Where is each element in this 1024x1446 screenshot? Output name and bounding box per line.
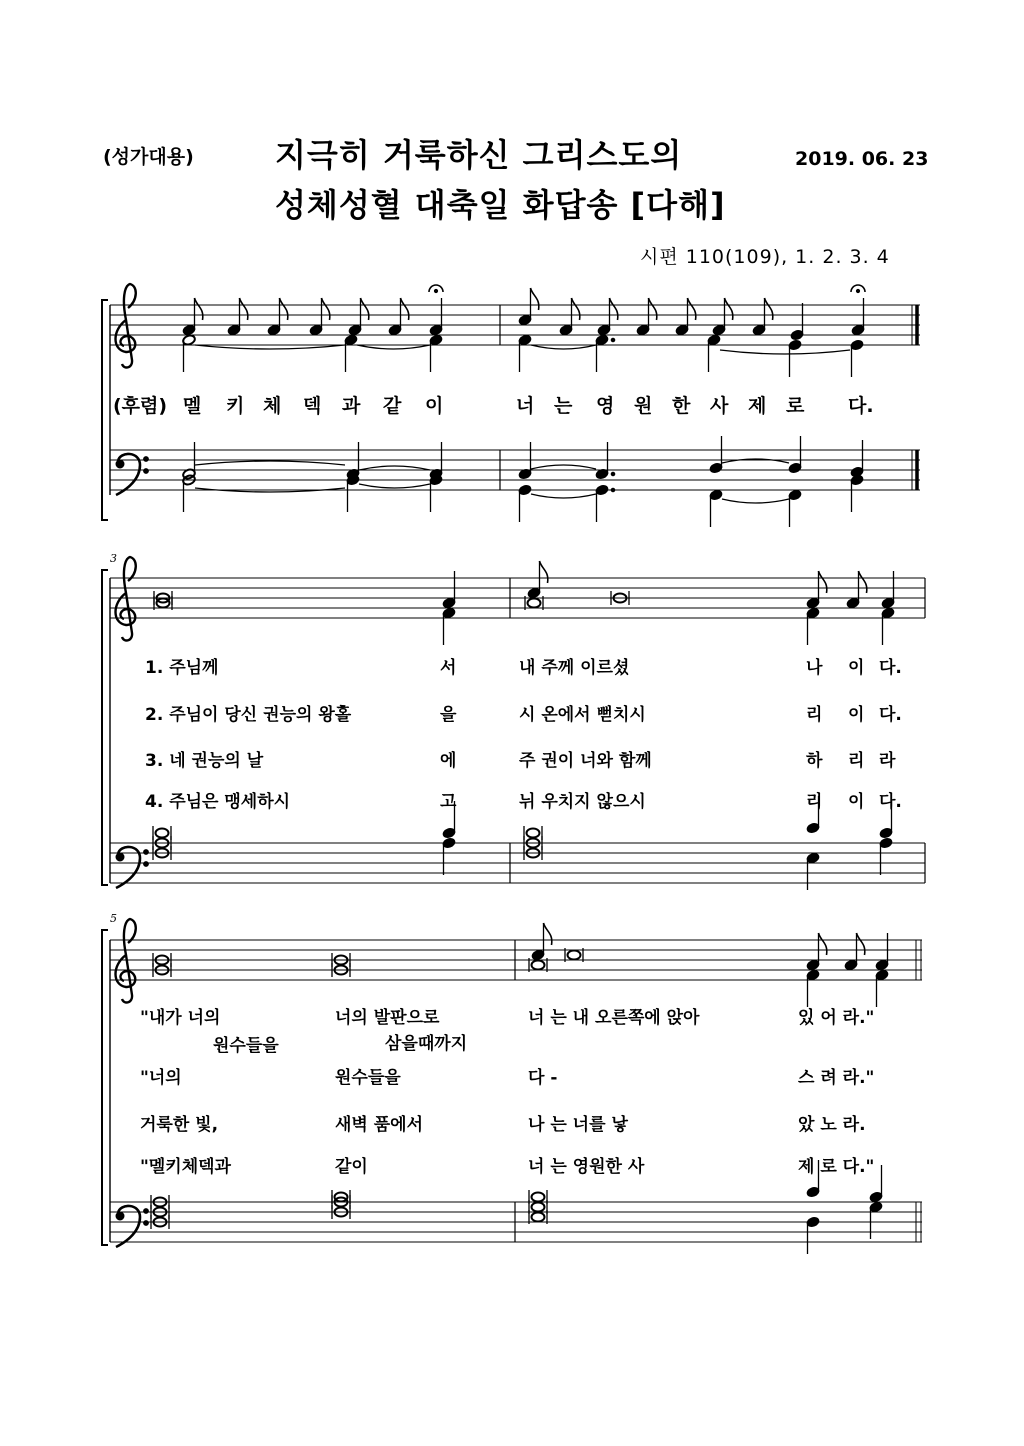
verse-text: 았 노 라. <box>798 1115 866 1135</box>
refrain-syllable: 제 <box>748 395 767 417</box>
verse-text: "너의 <box>140 1068 182 1088</box>
verse-text: "내가 너의 <box>140 1008 221 1028</box>
note-flag <box>401 298 409 320</box>
verse-syllable: 다. <box>879 658 902 678</box>
verse-text: 2. 주님이 당신 권능의 왕홀 <box>145 705 352 725</box>
notehead-breve <box>532 1213 545 1222</box>
verse-text: 너 는 영원한 사 <box>528 1157 645 1177</box>
refrain-syllable: 영 <box>596 395 615 417</box>
system-bracket <box>102 930 108 1245</box>
verse-text: 제 로 다." <box>798 1157 875 1177</box>
verse-text: 3. 네 권능의 날 <box>145 751 264 771</box>
note-flag <box>540 561 548 583</box>
measure-number: 3 <box>110 552 117 565</box>
notehead-breve <box>532 1203 545 1212</box>
verse-text: 너 는 내 오른쪽에 앉아 <box>528 1008 700 1028</box>
note-flag <box>544 923 552 945</box>
refrain-syllable: 사 <box>710 395 729 417</box>
verse-text: 삼을때까지 <box>385 1034 468 1054</box>
fermata-dot <box>434 289 437 292</box>
refrain-syllable: 한 <box>672 395 691 417</box>
verse-text: 거룩한 빛, <box>140 1115 219 1135</box>
tie <box>531 345 596 349</box>
verse-text: 나 는 너를 낳 <box>528 1115 628 1135</box>
refrain-syllable: 키 <box>226 395 245 417</box>
notehead-breve <box>568 951 581 960</box>
refrain-syllable: 로 <box>786 395 805 417</box>
notehead-breve <box>527 829 540 838</box>
note-flag <box>361 298 369 320</box>
refrain-syllable: 멜 <box>183 395 202 417</box>
verse-text: 스 려 라." <box>798 1068 875 1088</box>
verse-syllable: 다. <box>879 705 902 725</box>
refrain-syllable: 같 <box>383 395 402 417</box>
note-flag <box>531 288 539 310</box>
treble-clef <box>116 919 136 1002</box>
verse-text: 1. 주님께 <box>145 658 219 678</box>
notehead-breve <box>156 829 169 838</box>
verse-text: 있 어 라." <box>798 1008 875 1028</box>
tie <box>359 466 430 470</box>
verse-text: 시 온에서 뻗치시 <box>519 705 646 725</box>
note-flag <box>649 298 657 320</box>
page-title-line2: 성체성혈 대축일 화답송 [다해] <box>275 186 726 224</box>
note-flag <box>195 298 203 320</box>
verse-text: 다 - <box>528 1068 558 1088</box>
verse-syllable: 이 <box>848 658 865 678</box>
verse-text: 서 <box>440 658 457 678</box>
notehead-breve <box>528 599 541 608</box>
note-dot <box>611 472 615 476</box>
verse-syllable: 라 <box>879 751 896 771</box>
tie <box>195 461 345 465</box>
note-flag <box>859 571 867 593</box>
note-flag <box>240 298 248 320</box>
tie <box>195 345 345 349</box>
refrain-syllable: 원 <box>634 395 653 417</box>
tie <box>722 499 789 503</box>
verse-syllable: 다. <box>879 792 902 812</box>
verse-text: 원수들을 <box>213 1036 279 1056</box>
verse-syllable: 리 <box>848 751 865 771</box>
refrain-label: (후렴) <box>113 395 168 417</box>
date: 2019. 06. 23 <box>795 148 929 170</box>
measure-number: 5 <box>110 912 117 925</box>
note-flag <box>572 298 580 320</box>
refrain-syllable: 이 <box>425 395 444 417</box>
note-flag <box>819 571 827 593</box>
note-flag <box>765 298 773 320</box>
system-bracket <box>102 570 108 885</box>
tie <box>359 484 430 488</box>
fermata-dot <box>856 289 859 292</box>
note-flag <box>280 298 288 320</box>
verse-text: 원수들을 <box>335 1068 401 1088</box>
verse-syllable: 리 <box>806 792 823 812</box>
refrain-syllable: 과 <box>342 395 361 417</box>
refrain-syllable: 는 <box>554 395 573 417</box>
tie <box>531 494 596 498</box>
psalm-reference: 시편 110(109), 1. 2. 3. 4 <box>640 246 890 268</box>
tie <box>531 465 596 469</box>
verse-text: 주 권이 너와 함께 <box>519 751 652 771</box>
choir-label: (성가대용) <box>103 146 194 168</box>
verse-syllable: 이 <box>848 705 865 725</box>
note-flag <box>610 298 618 320</box>
notehead-breve <box>532 961 545 970</box>
verse-text: 너의 발판으로 <box>335 1008 440 1028</box>
page-title-line1: 지극히 거룩하신 그리스도의 <box>275 136 683 174</box>
verse-text: 에 <box>440 751 457 771</box>
note-dot <box>611 488 615 492</box>
system-bracket <box>102 300 108 520</box>
verse-text: 같이 <box>335 1157 368 1177</box>
treble-clef <box>116 284 136 367</box>
note-flag <box>725 298 733 320</box>
tie <box>357 345 430 349</box>
verse-text: 4. 주님은 맹세하시 <box>145 792 291 812</box>
refrain-syllable: 체 <box>263 395 282 417</box>
verse-syllable: 나 <box>806 658 823 678</box>
note-flag <box>857 933 865 955</box>
refrain-syllable: 다. <box>848 395 874 417</box>
verse-text: 내 주께 이르셨 <box>519 658 630 678</box>
verse-text: 을 <box>440 705 457 725</box>
verse-text: 고 <box>440 792 457 812</box>
refrain-syllable: 너 <box>516 395 535 417</box>
verse-text: 뉘 우치지 않으시 <box>519 792 646 812</box>
note-flag <box>688 298 696 320</box>
notehead-breve <box>532 1193 545 1202</box>
verse-text: "멜키체덱과 <box>140 1157 231 1177</box>
note-dot <box>611 338 615 342</box>
verse-text: 새벽 품에서 <box>335 1115 424 1135</box>
verse-syllable: 하 <box>806 751 823 771</box>
verse-syllable: 리 <box>806 705 823 725</box>
refrain-syllable: 덱 <box>303 395 322 417</box>
note-flag <box>322 298 330 320</box>
treble-clef <box>116 557 136 640</box>
verse-syllable: 이 <box>848 792 865 812</box>
tie <box>720 350 850 354</box>
note-flag <box>819 933 827 955</box>
